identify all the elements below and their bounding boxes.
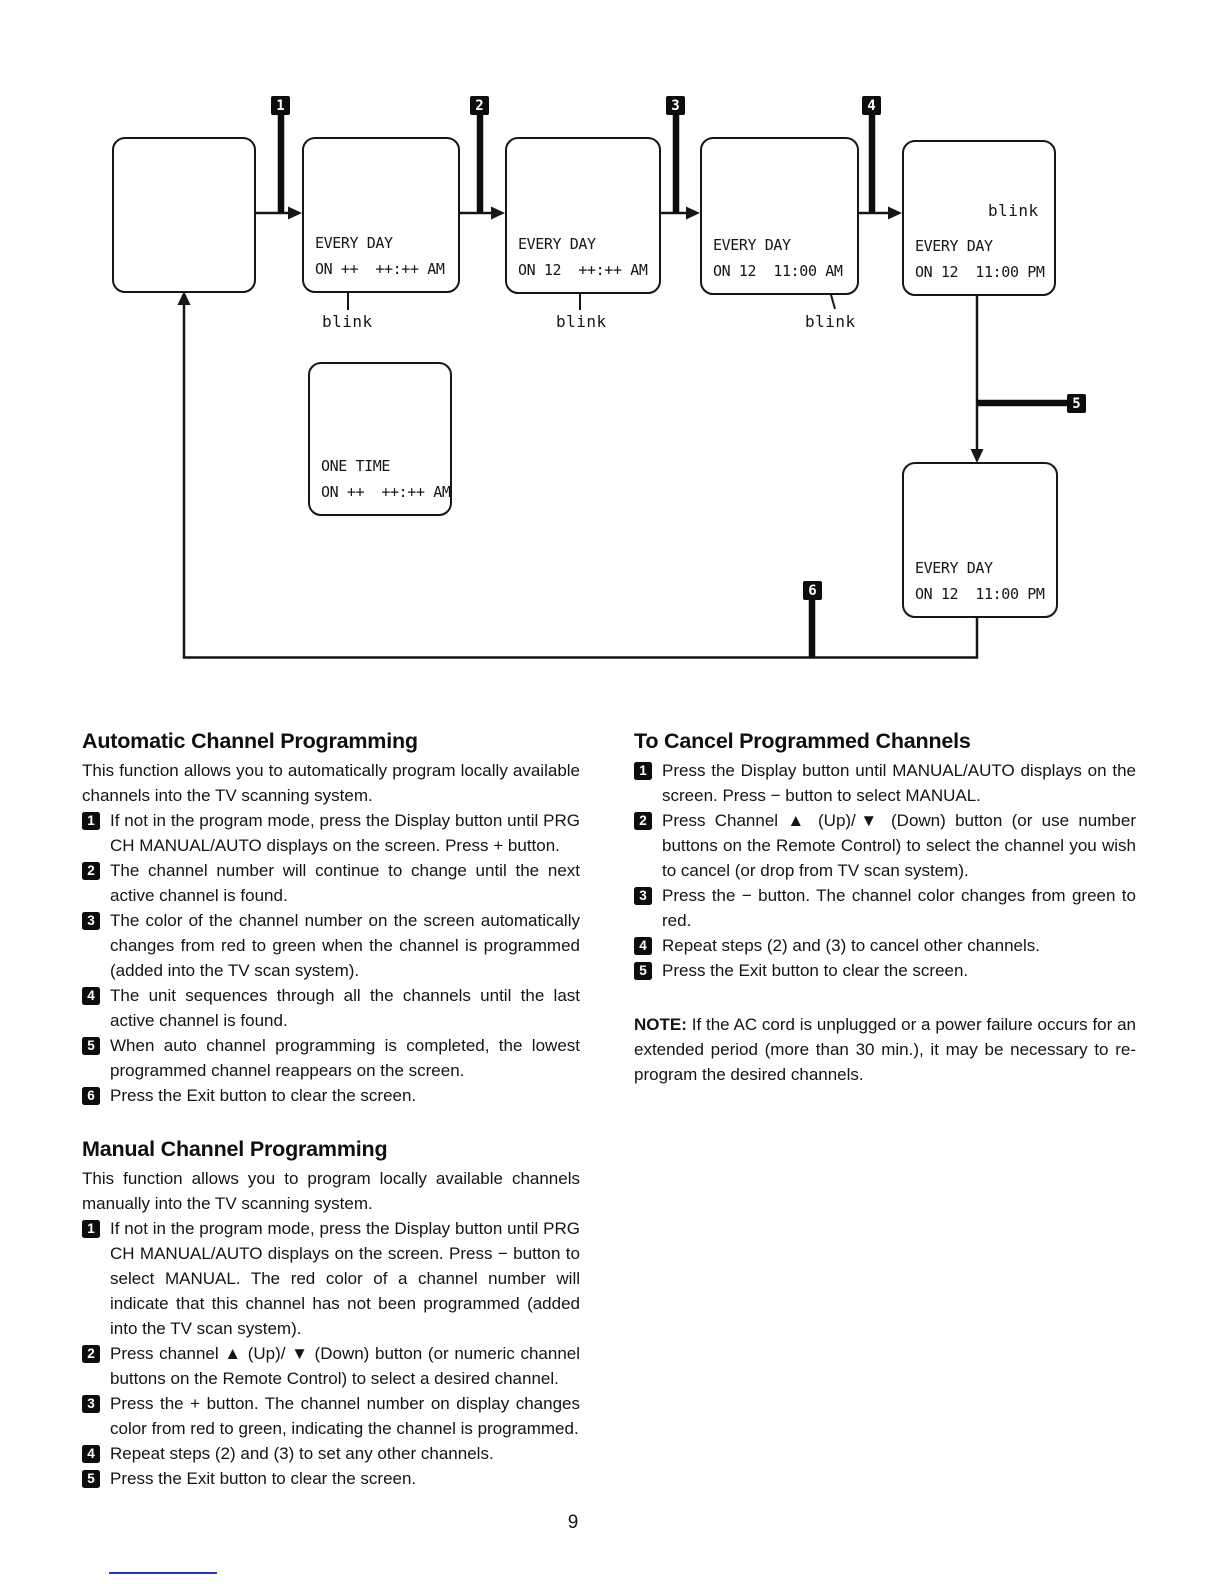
note-text: If the AC cord is unplugged or a power failure occurs for an extended period (more than 30 min.), it may be necessary to re-program the desired channels.	[634, 1015, 1137, 1084]
arrowhead-into-d	[686, 207, 700, 220]
step-marker: 1	[82, 812, 100, 830]
step-marker: 1	[634, 762, 652, 780]
page-number: 9	[567, 1512, 579, 1533]
section-intro-manual: This function allows you to program locally available channels manually into the TV scanning system.	[82, 1169, 580, 1213]
screen-everyday-blink-channel	[302, 137, 460, 293]
step-text: Repeat steps (2) and (3) to set any other channels.	[110, 1444, 494, 1463]
step-text: Press the + button. The channel number on display changes color from red to green, indicating the channel is programmed.	[110, 1394, 580, 1438]
step-marker: 4	[634, 937, 652, 955]
section-title-manual: Manual Channel Programming	[82, 1137, 388, 1161]
screen-onetime	[308, 362, 452, 516]
cancel-step-2	[634, 808, 1136, 883]
screen-blank-start	[112, 137, 256, 293]
arrowhead-into-a	[178, 291, 191, 305]
note-label: NOTE:	[634, 1015, 687, 1034]
manual-step-2	[82, 1341, 580, 1391]
manual-step-5	[82, 1466, 580, 1491]
step-marker: 5	[82, 1037, 100, 1055]
blink-label-c: blink	[556, 312, 607, 331]
cancel-step-5	[634, 958, 1136, 983]
step-marker: 3	[82, 912, 100, 930]
step-text: When auto channel programming is completed, the lowest programmed channel reappears on the screen.	[110, 1036, 580, 1080]
arrowhead-into-b	[288, 207, 302, 220]
diagram-step-marker-6: 6	[803, 581, 822, 600]
step-marker: 2	[82, 1345, 100, 1363]
auto-step-4	[82, 983, 580, 1033]
blink-label-d: blink	[805, 312, 856, 331]
blink-label-e: blink	[988, 201, 1039, 220]
bottom-blue-line	[109, 1572, 217, 1574]
section-title-automatic: Automatic Channel Programming	[82, 729, 418, 753]
osd-text: EVERY DAY ON 12 11:00 AM	[713, 236, 843, 280]
diagram-step-marker-2: 2	[470, 96, 489, 115]
arrowhead-into-e	[888, 207, 902, 220]
step-text: Press channel ▲ (Up)/ ▼ (Down) button (or numeric channel buttons on the Remote Control) to select a desired channel.	[110, 1344, 580, 1388]
osd-text: EVERY DAY ON ++ ++:++ AM	[315, 234, 445, 278]
cancel-step-1	[634, 758, 1136, 808]
left-column	[82, 727, 580, 1491]
section-intro-automatic: This function allows you to automatically program locally available channels into the TV scanning system.	[82, 761, 580, 805]
screen-everyday-blink-am	[700, 137, 859, 295]
step-marker: 1	[82, 1220, 100, 1238]
step-text: Press the Exit button to clear the screen.	[110, 1086, 417, 1105]
screen-everyday-blink-time	[505, 137, 661, 294]
step-text: Press the Display button until MANUAL/AUTO displays on the screen. Press − button to select MANUAL.	[662, 761, 1136, 805]
blink-label-b: blink	[322, 312, 373, 331]
diagram-step-marker-3: 3	[666, 96, 685, 115]
osd-text: EVERY DAY ON 12 11:00 PM	[915, 559, 1045, 603]
step-marker: 5	[634, 962, 652, 980]
step-marker: 2	[82, 862, 100, 880]
step-marker: 2	[634, 812, 652, 830]
step-marker: 3	[634, 887, 652, 905]
right-column	[634, 727, 1136, 1087]
step-marker: 3	[82, 1395, 100, 1413]
manual-step-1	[82, 1216, 580, 1341]
auto-step-6	[82, 1083, 580, 1108]
screen-everyday-final	[902, 462, 1058, 618]
step-text: Repeat steps (2) and (3) to cancel other channels.	[662, 936, 1040, 955]
step-text: If not in the program mode, press the Display button until PRG CH MANUAL/AUTO displays on the screen. Press − button to select MANUAL. The red color of a channel number will indicate that this channel has not been programmed (added into the TV scan system).	[110, 1219, 580, 1338]
auto-step-1	[82, 808, 580, 858]
diagram-step-marker-5: 5	[1067, 394, 1086, 413]
step-text: Press the − button. The channel color changes from green to red.	[662, 886, 1136, 930]
auto-step-5	[82, 1033, 580, 1083]
feedback-line	[184, 304, 977, 658]
cancel-step-4	[634, 933, 1136, 958]
step-text: The color of the channel number on the screen automatically changes from red to green when the channel is programmed (added into the TV scan system).	[110, 911, 580, 980]
step-text: The unit sequences through all the channels until the last active channel is found.	[110, 986, 580, 1030]
diagram-step-marker-4: 4	[862, 96, 881, 115]
section-title-cancel: To Cancel Programmed Channels	[634, 729, 971, 753]
cancel-step-3	[634, 883, 1136, 933]
note-paragraph	[634, 1012, 1136, 1087]
osd-text: EVERY DAY ON 12 ++:++ AM	[518, 235, 648, 279]
step-marker: 6	[82, 1087, 100, 1105]
step-marker: 4	[82, 1445, 100, 1463]
step-marker: 4	[82, 987, 100, 1005]
auto-step-2	[82, 858, 580, 908]
arrowhead-into-c	[491, 207, 505, 220]
diagram-step-marker-1: 1	[271, 96, 290, 115]
step-text: The channel number will continue to change until the next active channel is found.	[110, 861, 580, 905]
osd-text: ONE TIME ON ++ ++:++ AM	[321, 457, 451, 501]
manual-step-4	[82, 1441, 580, 1466]
auto-step-3	[82, 908, 580, 983]
manual-step-3	[82, 1391, 580, 1441]
on-timer-flow-diagram	[0, 0, 1224, 700]
step-text: Press Channel ▲ (Up)/▼ (Down) button (or use number buttons on the Remote Control) to select the channel you wish to cancel (or drop from TV scan system).	[662, 811, 1136, 880]
arrowhead-into-f	[971, 449, 984, 463]
step-text: Press the Exit button to clear the screen.	[662, 961, 969, 980]
step-text: Press the Exit button to clear the screen.	[110, 1469, 417, 1488]
osd-text: EVERY DAY ON 12 11:00 PM	[915, 237, 1045, 281]
step-marker: 5	[82, 1470, 100, 1488]
step-text: If not in the program mode, press the Display button until PRG CH MANUAL/AUTO displays on the screen. Press + button.	[110, 811, 580, 855]
